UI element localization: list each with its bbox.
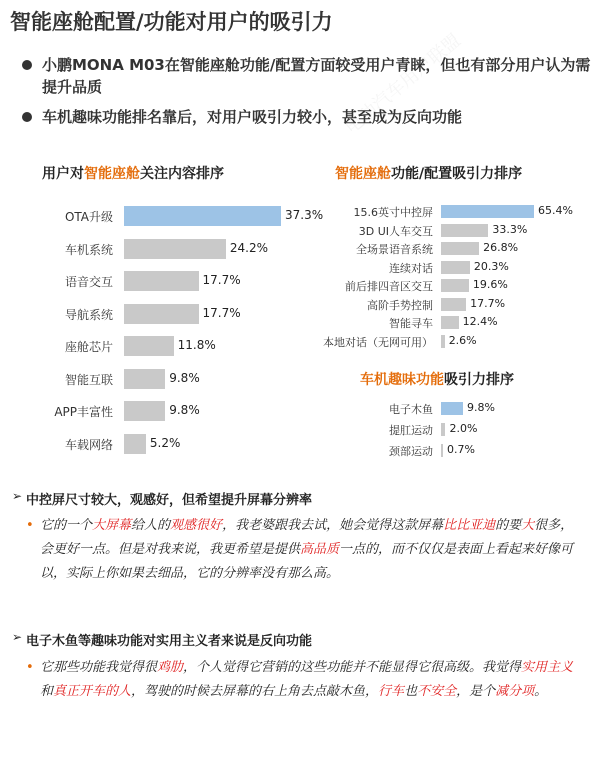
bar-value-label: 20.3% [473,259,509,273]
bar-label: 15.6英寸中控屏 [353,206,433,219]
arrow-icon: ➢ [12,630,23,644]
bar-value-label: 37.3% [285,208,324,222]
quote-text: ，个人觉得它营销的这些功能并不能显得它很高级。我觉得 [183,660,522,675]
quote-text: ，我老婆跟我去试，她会觉得这款屏幕 [222,518,444,533]
quote-text: 的要 [495,518,522,533]
bar-label: 全场景语音系统 [356,243,433,256]
bar [441,242,479,255]
bar [441,316,459,329]
bullet-text: 车机趣味功能排名靠后，对用户吸引力较小，甚至成为反向功能 [42,108,463,126]
quote-text: ，驾驶的时候去屏幕的右上角去点敲木鱼， [131,684,379,699]
bar-value-label: 17.7% [470,296,506,310]
page-title: 智能座舱配置/功能对用户的吸引力 [10,10,333,34]
bar [124,401,165,421]
bar-value-label: 19.6% [472,278,508,291]
bar-value-label: 33.3% [492,222,528,236]
highlight-text: 比比亚迪 [443,518,496,533]
quote-text: 它的一个 [40,518,93,533]
bar-value-label: 5.2% [149,435,181,450]
bar [441,444,443,457]
bar-label: 颈部运动 [389,445,433,458]
bar [124,336,174,356]
bar-label: APP丰富性 [54,405,113,419]
bar-value-label: 17.7% [202,273,241,287]
bar [124,304,199,324]
bar [441,402,463,415]
bar-label: 车机系统 [64,242,113,257]
bullet-dot-icon [22,60,32,70]
bullet-text: 小鹏MONA M03在智能座舱功能/配置方面较受用户青睐，但也有部分用户认为需提升品质 [42,56,591,96]
chart1-title: 用户对智能座舱关注内容排序 [42,166,224,182]
bar-value-label: 0.7% [447,443,475,456]
bullet-dot-icon [22,112,32,122]
highlight-text: 大屏幕 [92,518,132,533]
bar-label: 高阶手势控制 [367,298,433,312]
bar-value-label: 11.8% [177,338,216,352]
bar-value-label: 9.8% [169,370,200,385]
bar [124,239,226,259]
bar-value-label: 9.8% [169,403,200,417]
bar [441,205,534,218]
bar-label: 提肛运动 [389,424,433,437]
quote1-text [26,514,585,586]
bar [124,271,199,291]
bar [441,423,445,436]
quote-text: 很多，会更好一点。但是对我来说，我更希望是提供 [40,518,574,557]
bar [441,298,466,311]
bar-label: 本地对话（无网可用） [323,335,433,349]
bar-value-label: 12.4% [462,315,498,328]
bar-value-label: 9.8% [467,401,495,414]
quote-text: 给人的 [131,518,171,533]
bar-label: 车载网络 [64,437,113,452]
bar-label: 语音交互 [64,275,113,289]
quote-text: 。 [534,684,548,699]
chart3-title: 车机趣味功能吸引力排序 [360,372,514,388]
highlight-text: 不安全 [417,684,457,699]
quote2-text [26,656,585,704]
highlight-text: 鸡肋 [157,660,184,675]
highlight-text: 实用主义 [521,660,574,675]
highlight-text: 观感很好 [170,518,223,533]
quote2-heading: ➢ 电子木鱼等趣味功能对实用主义者来说是反向功能 [12,630,313,649]
bar [441,261,470,274]
bullet-dot-icon: • [26,660,34,675]
highlight-text: 真正开车的人 [53,684,132,699]
bar [441,279,469,292]
bar-label: 智能互联 [64,372,113,387]
watermark: 电动汽车用户联盟 [341,29,465,139]
bar-label: 导航系统 [64,307,113,322]
bullet-1 [22,54,597,98]
bar-label: 智能寻车 [389,317,433,330]
bar-label: 3D UI人车交互 [358,224,433,238]
bar-value-label: 65.4% [538,204,573,217]
quote1-heading: ➢ 中控屏尺寸较大，观感好，但希望提升屏幕分辨率 [12,489,313,508]
bar [124,434,146,454]
highlight-text: 大 [521,518,535,533]
bullet-2 [22,106,597,128]
chart2-title: 智能座舱功能/配置吸引力排序 [335,166,523,182]
bar-label: 电子木鱼 [389,403,433,416]
bar-label: 前后排四音区交互 [345,280,433,293]
bar-label: OTA升级 [64,210,113,224]
highlight-text: 减分项 [495,684,535,699]
quote-text: 它那些功能我觉得很 [40,660,158,675]
quote-text: 也 [404,684,418,699]
bar [441,224,488,237]
bar [124,369,165,389]
bar-value-label: 26.8% [483,241,519,254]
bar-label: 连续对话 [389,261,433,275]
highlight-text: 行车 [378,684,405,699]
arrow-icon: ➢ [12,489,23,503]
bullet-dot-icon: • [26,518,34,533]
bar-value-label: 17.7% [202,305,241,320]
bar-value-label: 24.2% [229,240,268,255]
highlight-text: 高品质 [300,542,340,557]
bar-label: 座舱芯片 [64,340,113,354]
quote-text: 一点的，而不仅仅是表面上看起来好像可以，实际上你如果去细品，它的分辨率没有那么高。 [40,542,574,581]
bar-value-label: 2.6% [448,333,477,347]
bar [441,335,445,348]
quote-text: 和 [40,684,54,699]
quote-text: ，是个 [456,684,496,699]
bar-value-label: 2.0% [449,422,478,435]
